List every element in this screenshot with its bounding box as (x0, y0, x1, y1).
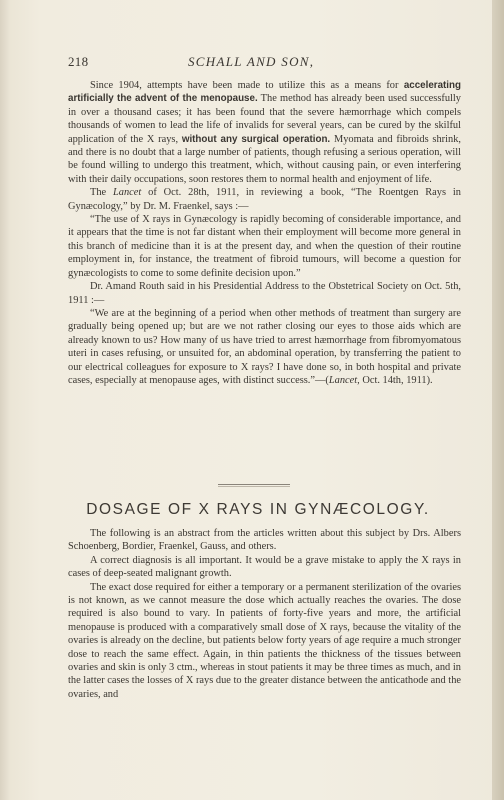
italic-title: Lancet (113, 187, 142, 199)
text-run: Since 1904, attempts have been made to utilize this as a means for (90, 80, 404, 91)
page-number: 218 (68, 54, 89, 69)
bold-phrase: accelerating artificially the advent of the menopause. (68, 80, 461, 105)
page-header (68, 54, 448, 70)
paragraph-diagnosis: A correct diagnosis is all important. It would be a grave mistake to apply the X rays in cases of deep-seated malignant growth. (68, 554, 461, 580)
section-text (68, 527, 461, 701)
paragraph-abstract: The following is an abstract from the articles written about this subject by Drs. Albers Schoenberg, Bordier, Fraenkel, Gauss, and others. (68, 528, 461, 553)
paragraph-dose: The exact dose required for either a temporary or a permanent sterilization of the ovaries is not known, as we cannot measure the dose which actually reaches the ovaries. The dose required is also bound to vary. In patients of forty-five years and more, the artificial menopause is produced with a comparatively small dose of X rays, because the vitality of the ovaries is already on the decline, but patients below forty years of age require a much stronger dose to reach the same effect. Again, in thin patients the thickness of the tissues between ovaries and skin is only 3 ctm., whereas in stout patients it may be three times as much, and in the latter cases the losses of X rays due to the greater distance between the anticathode and the ovaries, and (68, 581, 461, 700)
running-head: SCHALL AND SON, (188, 54, 315, 69)
text-run: The (90, 187, 114, 199)
text-run: Oct. 14th, 1911). (359, 374, 433, 386)
section-divider (218, 484, 290, 487)
section-heading: DOSAGE OF X RAYS IN GYNÆCOLOGY. (86, 501, 430, 518)
bold-phrase: without any surgical operation. (181, 133, 331, 145)
text-run: “We are at the beginning of a period when other methods of treatment than surgery are gradually being opened up; but are we not rather closing our eyes to those aids which are already known to us? How many of us have tried to arrest hæmorrhage from fibromyomatous uteri in cases refusing, or unsuited for, an abdominal operation, by transferring the patient to our electrical colleagues for exposure to X rays? I have done so, in both hospital and private cases, especially at menopause ages, with distinct success.”—( (68, 307, 461, 386)
page-gutter-shadow (0, 0, 10, 800)
body-text (68, 79, 461, 387)
paragraph-quote-routh (68, 307, 461, 387)
paragraph-quote-fraenkel: “The use of X rays in Gynæcology is rapidly becoming of considerable importance, and it appears that the time is not far distant when their employment will become more general in this branch of medicine than it is at the present day, and when the question of their routine employment in, for instance, the treatment of fibroid tumours, will become a question for gynæcologists to come to some definite decision upon.” (68, 214, 461, 279)
text-run: The method has already been used successfully in over a thousand cases; it has been found that the severe hæmorrhage which compels thousands of women to lead the life of invalids for several years, can be cured by the skilful application of the X rays, (68, 93, 462, 145)
italic-title: Lancet, (328, 374, 360, 386)
text-run: Myomata and fibroids shrink, and there is no doubt that a large number of patients, though refusing a serious operation, will be found willing to undergo this treatment, which, without causing pain, or even interfering with their daily occupations, soon restores them to normal health and enjoyment of life. (68, 133, 462, 185)
paragraph-menopause (68, 79, 461, 186)
text-run: of Oct. 28th, 1911, in reviewing a book, “The Roentgen Rays in Gynæcology,” by Dr. M. Fraenkel, says :— (68, 187, 461, 212)
paragraph-lancet-review (68, 186, 461, 213)
paragraph-routh: Dr. Amand Routh said in his Presidential Address to the Obstetrical Society on Oct. 5th, 1911 :— (68, 281, 461, 306)
page-edge (492, 0, 504, 800)
